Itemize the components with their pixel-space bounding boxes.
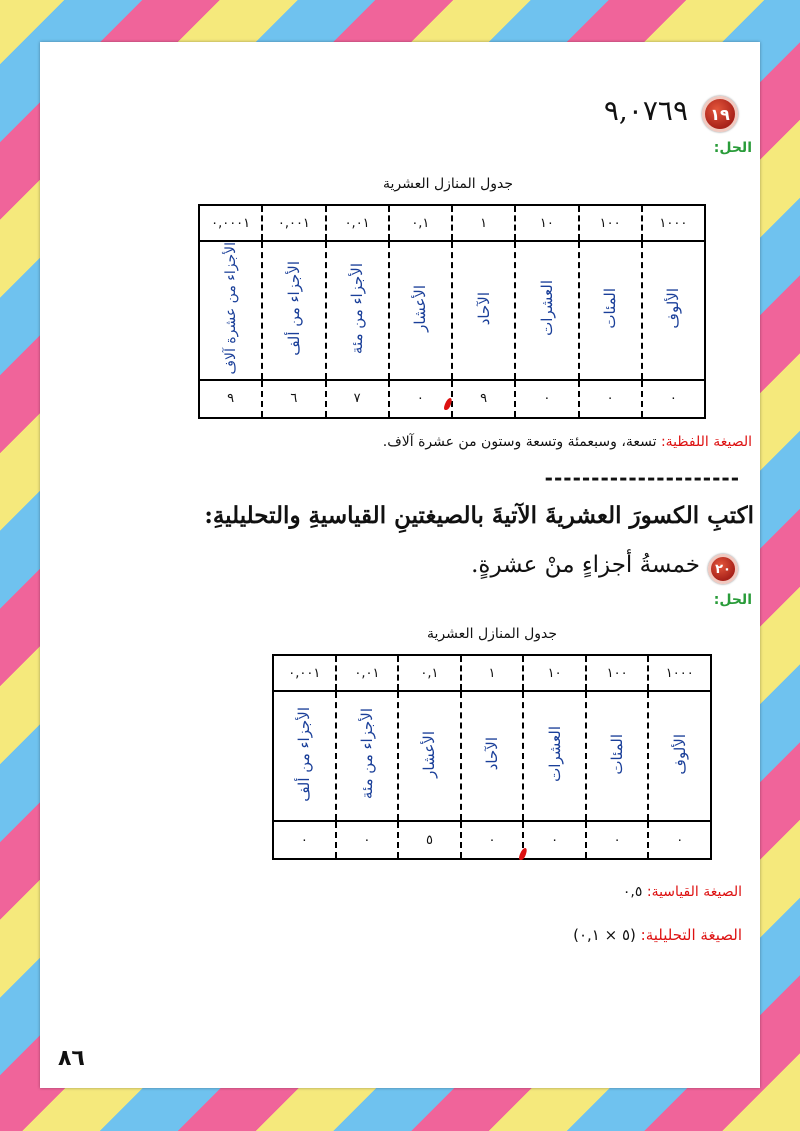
table-cell: ٩ <box>452 380 515 418</box>
table-cell: ١٠٠٠ <box>642 205 705 241</box>
table-cell <box>523 691 586 821</box>
standard-form-label: الصيغة القياسية: <box>646 884 742 900</box>
table-cell: ١ <box>452 205 515 241</box>
place-name: الآحاد <box>474 291 493 325</box>
place-name: الأجزاء من مئة <box>357 708 376 800</box>
table-cell: ١٠ <box>523 655 586 691</box>
table-cell: ١٠٠ <box>586 655 649 691</box>
section-separator: --------------------- <box>544 466 740 490</box>
problem-19-number: ١٩ <box>710 104 730 124</box>
table-cell <box>336 691 399 821</box>
expanded-form-label: الصيغة التحليلية: <box>640 926 742 944</box>
page-number: ٨٦ <box>58 1046 85 1071</box>
word-form-line <box>383 434 752 450</box>
table-cell <box>586 691 649 821</box>
place-value-table-19 <box>198 204 706 419</box>
table-cell: ٠ <box>336 821 399 859</box>
problem-19-table-caption: جدول المنازل العشرية <box>382 176 514 192</box>
table-cell: ٠,١ <box>398 655 461 691</box>
problem-19-badge <box>702 96 738 132</box>
table-20-digits-row <box>273 821 711 859</box>
table-cell: ٦ <box>262 380 325 418</box>
table-cell: ٠,٠١ <box>336 655 399 691</box>
place-value-table-20 <box>272 654 712 860</box>
word-form-value: تسعة، وسبعمئة وتسعة وستون من عشرة آلاف. <box>382 434 657 450</box>
table-cell <box>262 241 325 380</box>
word-form-label: الصيغة اللفظية: <box>660 434 752 450</box>
table-cell: ٥ <box>398 821 461 859</box>
place-name: الألوف <box>664 287 683 329</box>
place-name: الأجزاء من ألف <box>284 260 303 356</box>
table-cell: ١٠ <box>515 205 578 241</box>
problem-20-table-caption: جدول المنازل العشرية <box>426 626 558 642</box>
table-cell: ٠ <box>389 380 452 418</box>
place-name: المئات <box>601 287 620 329</box>
table-cell: ٠ <box>523 821 586 859</box>
place-name: العشرات <box>537 280 556 337</box>
table-cell: ٠ <box>515 380 578 418</box>
problem-20-solution-label: الحل: <box>713 592 752 608</box>
table-cell: ٠ <box>273 821 336 859</box>
table-cell <box>398 691 461 821</box>
table-cell <box>648 691 711 821</box>
problem-20-number: ٢٠ <box>715 561 731 577</box>
place-name: العشرات <box>545 726 564 782</box>
table-cell: ٠ <box>586 821 649 859</box>
problem-19-solution-label: الحل: <box>713 140 752 156</box>
table-cell: ٠,٠١ <box>326 205 389 241</box>
problem-19-value: ٩,٠٧٦٩ <box>603 94 688 127</box>
table-cell: ٠,١ <box>389 205 452 241</box>
table-cell <box>389 241 452 380</box>
place-name: الأعشار <box>420 730 439 778</box>
table-cell: ٠,٠٠٠١ <box>199 205 262 241</box>
worksheet-page <box>40 42 760 1088</box>
table-cell: ٠ <box>579 380 642 418</box>
table-cell: ١ <box>461 655 524 691</box>
table-cell: ٠ <box>642 380 705 418</box>
table-cell <box>452 241 515 380</box>
table-cell <box>461 691 524 821</box>
table-cell <box>273 691 336 821</box>
table-cell <box>579 241 642 380</box>
place-name: الأجزاء من مئة <box>348 262 367 354</box>
table-cell <box>199 241 262 380</box>
problem-20-text: خمسةُ أجزاءٍ منْ عشرةٍ. <box>471 552 700 578</box>
place-name: الأجزاء من ألف <box>295 706 314 802</box>
expanded-form-line <box>573 926 742 944</box>
problem-20-badge <box>708 554 738 584</box>
expanded-form-value: (٥ × ٠,١) <box>573 926 636 944</box>
instruction-text: اكتبِ الكسورَ العشريةَ الآتيةَ بالصيغتينِ القياسيةِ والتحليليةِ: <box>204 502 754 529</box>
standard-form-value: ٠,٥ <box>622 884 643 900</box>
standard-form-line <box>623 884 742 900</box>
table-cell <box>642 241 705 380</box>
table-cell: ٠,٠٠١ <box>262 205 325 241</box>
table-20-header-row <box>273 655 711 691</box>
place-name: الآحاد <box>483 737 502 771</box>
table-cell: ٧ <box>326 380 389 418</box>
place-name: الأجزاء من عشرة آلاف <box>222 242 239 375</box>
table-cell: ٠ <box>461 821 524 859</box>
table-cell <box>326 241 389 380</box>
table-20-names-row <box>273 691 711 821</box>
table-cell: ٠ <box>648 821 711 859</box>
place-name: الأعشار <box>411 284 430 332</box>
table-cell <box>515 241 578 380</box>
table-cell: ٠,٠٠١ <box>273 655 336 691</box>
table-cell: ١٠٠٠ <box>648 655 711 691</box>
table-19-names-row <box>199 241 705 380</box>
place-name: الألوف <box>670 733 689 775</box>
place-name: المئات <box>608 733 627 775</box>
table-19-header-row <box>199 205 705 241</box>
table-cell: ٩ <box>199 380 262 418</box>
table-cell: ١٠٠ <box>579 205 642 241</box>
